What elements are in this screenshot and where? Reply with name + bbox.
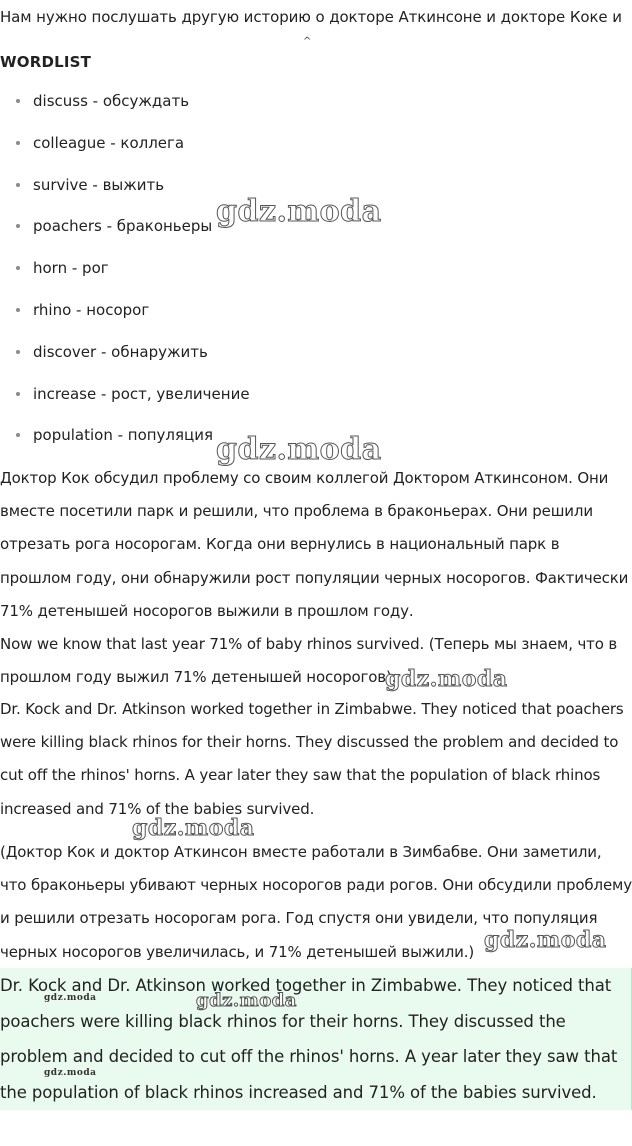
list-item xyxy=(0,257,250,299)
word-entry: poachers - браконьеры xyxy=(33,217,213,236)
word-entry: population - популяция xyxy=(33,426,214,445)
intro-text: Нам нужно послушать другую историю о докторе Аткинсоне и докторе Коке и xyxy=(0,8,622,26)
word-entry: discover - обнаружить xyxy=(33,342,208,361)
watermark: gdz.moda xyxy=(196,990,297,1011)
bullet-icon xyxy=(16,183,20,187)
word-entry: horn - рог xyxy=(33,259,109,278)
list-item xyxy=(0,424,250,466)
answer-note-paragraph: Now we know that last year 71% of baby rhinos survived. (Теперь мы знаем, что в прошлом году выжил 71% детенышей носорогов). xyxy=(0,635,618,687)
caret-mark: ^ xyxy=(303,36,312,47)
bullet-icon xyxy=(16,350,20,354)
list-item xyxy=(0,174,250,216)
english-summary-paragraph: Dr. Kock and Dr. Atkinson worked together in Zimbabwe. They noticed that poachers were killing black rhinos for their horns. They discussed the problem and decided to cut off the rhinos' horns. A year later they saw that the population of black rhinos increased and 71% of the babies survived. xyxy=(0,700,624,818)
word-entry: colleague - коллега xyxy=(33,133,185,152)
bullet-icon xyxy=(16,224,20,228)
watermark: gdz.moda xyxy=(484,927,607,953)
wordlist-title: WORDLIST xyxy=(0,53,92,71)
russian-summary-paragraph: (Доктор Кок и доктор Аткинсон вместе работали в Зимбабве. Они заметили, что браконьеры убивают черных носорогов ради рогов. Они обсудили проблему и решили отрезать носорогам рога. Год спустя они увидели, что популяция черных носорогов увеличилась, и 71% детенышей выжили.) xyxy=(0,843,632,961)
translation-paragraph: Доктор Кок обсудил проблему со своим коллегой Доктором Аткинсоном. Они вместе посетили парк и решили, что проблема в браконьерах. Они решили отрезать рога носорогам. Когда они вернулись в национальный парк в прошлом году, они обнаружили рост популяции черных носорогов. Фактически 71% детенышей носорогов выжили в прошлом году. xyxy=(0,469,629,620)
list-item xyxy=(0,215,250,257)
watermark: gdz.moda xyxy=(216,432,382,467)
word-entry: increase - рост, увеличение xyxy=(33,384,250,403)
list-item xyxy=(0,299,250,341)
watermark: gdz.moda xyxy=(132,815,255,841)
word-entry: survive - выжить xyxy=(33,175,165,194)
bullet-icon xyxy=(16,433,20,437)
watermark: gdz.moda xyxy=(44,1068,97,1078)
watermark: gdz.moda xyxy=(44,993,97,1003)
wordlist xyxy=(0,90,250,466)
watermark: gdz.moda xyxy=(216,194,382,229)
bullet-icon xyxy=(16,99,20,103)
word-entry: discuss - обсуждать xyxy=(33,92,190,110)
watermark: gdz.moda xyxy=(385,666,508,692)
list-item xyxy=(0,132,250,174)
word-entry: rhino - носорог xyxy=(33,300,150,319)
bullet-icon xyxy=(16,308,20,312)
list-item xyxy=(0,341,250,383)
answer-text: Dr. Kock and Dr. Atkinson worked together in Zimbabwe. They noticed that poachers were killing black rhinos for their horns. They discussed the problem and decided to cut off the rhinos' horns. A year later they saw that the population of black rhinos increased and 71% of the babies survived. xyxy=(0,976,618,1102)
list-item xyxy=(0,90,250,132)
bullet-icon xyxy=(16,392,20,396)
answer-box xyxy=(0,968,632,1110)
list-item xyxy=(0,383,250,425)
bullet-icon xyxy=(16,266,20,270)
bullet-icon xyxy=(16,141,20,145)
